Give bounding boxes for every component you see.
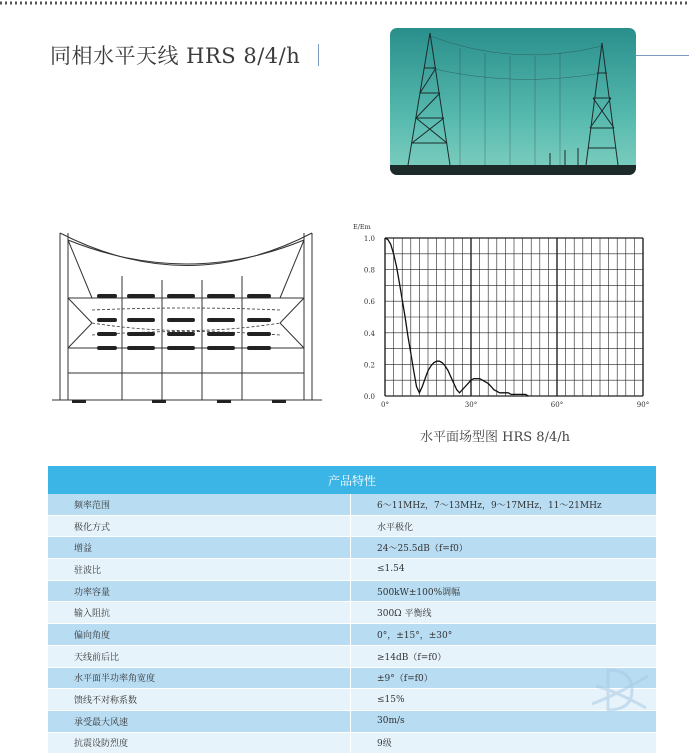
y-tick-label: 0.6 (363, 298, 375, 307)
table-row (48, 494, 656, 515)
table-row (48, 710, 656, 732)
spec-label: 驻波比 (48, 559, 351, 581)
spec-label: 输入阻抗 (48, 602, 351, 624)
table-heading: 产品特性 (48, 466, 656, 494)
spec-value: 500kW±100%调幅 (351, 580, 657, 602)
spec-value: ≤1.54 (351, 559, 657, 581)
y-tick-label: 0.0 (363, 393, 375, 401)
spec-value: 9级 (351, 732, 657, 754)
table-row (48, 580, 656, 602)
spec-value: ±9°（f=f0） (351, 667, 657, 689)
spec-value: 0°，±15°，±30° (351, 624, 657, 646)
table-row (48, 624, 656, 646)
spec-label: 抗震设防烈度 (48, 732, 351, 754)
table-row (48, 645, 656, 667)
title-divider (318, 44, 319, 66)
x-tick-label: 60° (550, 401, 564, 409)
y-tick-label: 0.2 (363, 361, 375, 370)
spec-value: ≥14dB（f=f0） (351, 645, 657, 667)
spec-label: 水平面半功率角宽度 (48, 667, 351, 689)
table-row (48, 602, 656, 624)
spec-value: 水平极化 (351, 515, 657, 537)
spec-value: ≤15% (351, 689, 657, 711)
spec-label: 功率容量 (48, 580, 351, 602)
chart-caption: 水平面场型图 HRS 8/4/h (420, 430, 570, 445)
y-tick-label: 0.8 (363, 266, 375, 275)
radiation-pattern-chart (340, 215, 660, 415)
product-specs-table (48, 466, 656, 754)
spec-value: 30m/s (351, 710, 657, 732)
spec-value: 300Ω 平衡线 (351, 602, 657, 624)
spec-label: 馈线不对称系数 (48, 689, 351, 711)
top-decorative-border (0, 0, 689, 8)
x-tick-label: 90° (636, 401, 650, 409)
spec-label: 承受最大风速 (48, 710, 351, 732)
title-rule (636, 55, 689, 56)
x-tick-label: 0° (381, 401, 389, 409)
spec-label: 频率范围 (48, 494, 351, 515)
antenna-towers-photo (390, 28, 636, 175)
table-row (48, 667, 656, 689)
table-row (48, 537, 656, 559)
spec-label: 极化方式 (48, 515, 351, 537)
table-row (48, 515, 656, 537)
x-tick-label: 30° (464, 401, 478, 409)
spec-value: 24～25.5dB（f=f0） (351, 537, 657, 559)
spec-label: 天线前后比 (48, 645, 351, 667)
spec-label: 增益 (48, 537, 351, 559)
y-tick-label: 1.0 (363, 235, 375, 243)
antenna-structure-diagram (52, 228, 322, 408)
spec-label: 偏向角度 (48, 624, 351, 646)
spec-value: 6～11MHz，7～13MHz，9～17MHz，11～21MHz (351, 494, 657, 515)
y-tick-label: 0.4 (363, 329, 375, 338)
table-row (48, 689, 656, 711)
page-title: 同相水平天线 HRS 8/4/h (50, 44, 301, 68)
company-logo-watermark (588, 664, 652, 716)
y-axis-label: E/Em (353, 223, 371, 231)
table-row (48, 559, 656, 581)
